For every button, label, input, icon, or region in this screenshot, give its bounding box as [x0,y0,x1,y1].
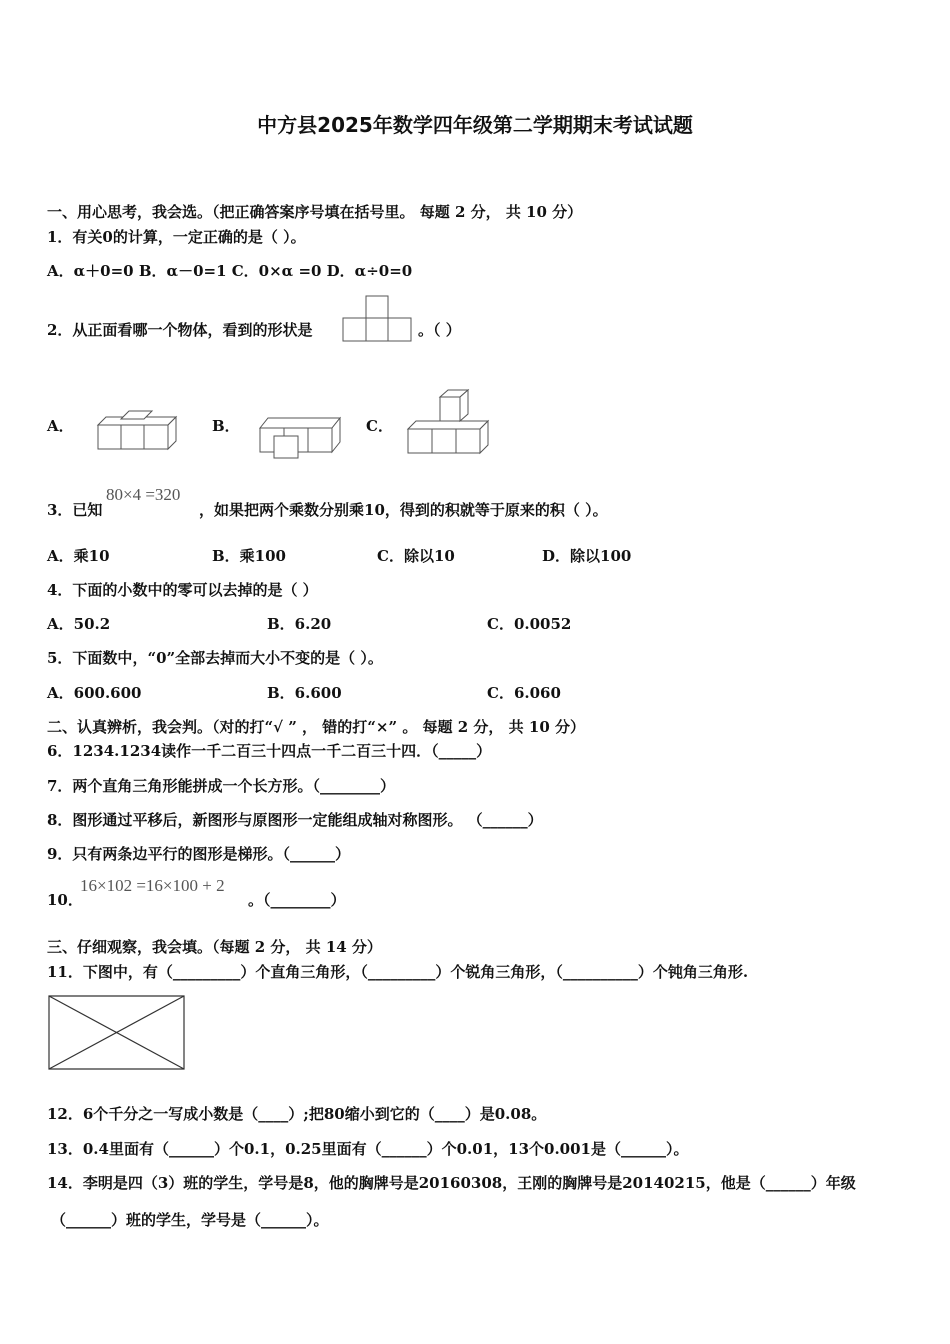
question-3-option-d: D．除以100 [542,547,632,565]
question-3-option-b: B．乘100 [212,547,286,565]
question-3-option-a: A．乘10 [47,547,110,565]
question-8: 8．图形通过平移后，新图形与原图形一定能组成轴对称图形。 （______） [47,811,543,829]
question-3-number: 3．已知 [47,501,103,519]
question-3-formula: 80×4 =320 [106,485,181,504]
question-14-line-1: 14．李明是四（3）班的学生，学号是8，他的胸牌号是20160308，王刚的胸牌号是20140215，他是（______）年级 [47,1174,856,1192]
section-2-header: 二、认真辨析，我会判。（对的打“√ ” ， 错的打“×” 。 每题 2 分， 共 10 分） [47,718,585,736]
question-2-stem-end: 。（ ） [418,321,461,339]
question-4-option-c: C．0.0052 [487,615,572,633]
question-10-formula: 16×102 =16×100 + 2 [80,876,225,895]
question-5-option-a: A．600.600 [47,684,142,702]
section-3-header: 三、仔细观察，我会填。（每题 2 分， 共 14 分） [47,938,382,956]
question-13: 13．0.4里面有（______）个0.1，0.25里面有（______）个0.01，13个0.001是（______）。 [47,1140,689,1158]
question-3-stem: ，如果把两个乘数分别乘10，得到的积就等于原来的积（ ）。 [199,501,608,519]
question-11-rectangle-figure [48,995,186,1071]
question-4-option-a: A．50.2 [47,615,111,633]
question-2-front-view-figure [342,295,414,343]
question-12: 12．6个千分之一写成小数是（____）;把80缩小到它的（____）是0.08。 [47,1105,547,1123]
question-1-options: A．α＋0=0 B．α－0=1 C．0×α =0 D．α÷0=0 [47,262,413,280]
question-6: 6．1234.1234读作一千二百三十四点一千二百三十四．（_____） [47,742,492,760]
question-3-option-c: C．除以10 [377,547,455,565]
question-2-stem: 2．从正面看哪一个物体，看到的形状是 [47,321,313,339]
question-4-stem: 4．下面的小数中的零可以去掉的是（ ） [47,581,318,599]
section-1-header: 一、用心思考，我会选。（把正确答案序号填在括号里。 每题 2 分， 共 10 分） [47,203,583,221]
page-title: 中方县2025年数学四年级第二学期期末考试试题 [257,113,693,137]
question-1-stem: 1．有关0的计算，一定正确的是（ ）。 [47,228,306,246]
question-2-option-a-label: A． [47,417,74,435]
question-5-stem: 5．下面数中，“0”全部去掉而大小不变的是（ ）。 [47,649,383,667]
question-2-option-c-label: C． [366,417,393,435]
question-10-number: 10． [47,891,83,909]
question-10-end: 。（________） [248,891,346,909]
question-2-option-c-figure [406,389,488,455]
question-7: 7．两个直角三角形能拼成一个长方形。（________） [47,777,395,795]
question-11: 11．下图中，有（_________）个直角三角形，（_________）个锐角三角形，（__________）个钝角三角形. [47,963,749,981]
question-4-option-b: B．6.20 [267,615,332,633]
question-2-option-b-figure [256,414,340,460]
question-14-line-2: （______）班的学生，学号是（______）。 [51,1211,329,1229]
question-5-option-c: C．6.060 [487,684,561,702]
question-9: 9．只有两条边平行的图形是梯形。（______） [47,845,350,863]
question-5-option-b: B．6.600 [267,684,342,702]
question-2-option-b-label: B． [212,417,240,435]
question-2-option-a-figure [96,407,176,453]
